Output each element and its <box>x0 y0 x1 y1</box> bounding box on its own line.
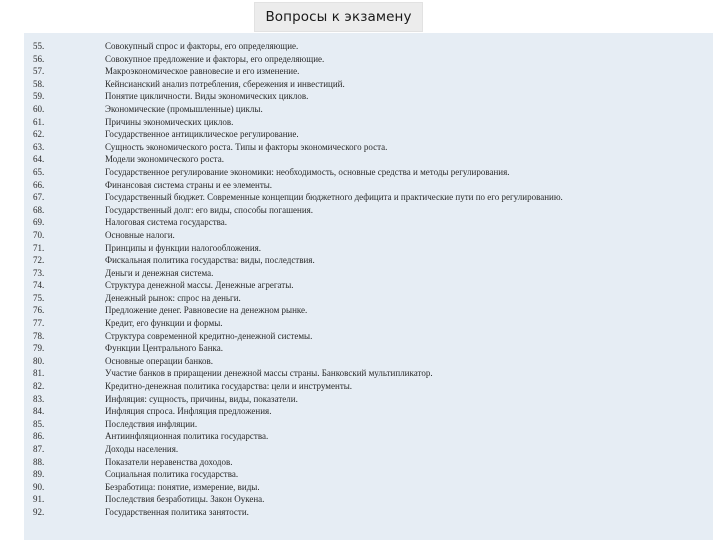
question-text: Государственный бюджет. Современные концепции бюджетного дефицита и практические пути по его регулированию. <box>105 192 563 203</box>
question-text: Последствия безработицы. Закон Оукена. <box>105 494 265 505</box>
question-number: 57. <box>33 66 45 77</box>
question-row <box>24 116 713 129</box>
question-number: 86. <box>33 431 45 442</box>
question-row <box>24 367 713 380</box>
question-text: Структура денежной массы. Денежные агрегаты. <box>105 280 294 291</box>
question-row <box>24 317 713 330</box>
question-number: 84. <box>33 406 45 417</box>
question-text: Инфляция спроса. Инфляция предложения. <box>105 406 272 417</box>
question-text: Доходы населения. <box>105 444 179 454</box>
question-number: 75. <box>33 292 45 303</box>
question-row <box>24 65 713 78</box>
question-row <box>24 443 713 456</box>
question-number: 58. <box>33 78 45 89</box>
question-row <box>24 267 713 280</box>
question-row <box>24 153 713 166</box>
question-text: Кредит, его функции и формы. <box>105 318 223 329</box>
question-text: Совокупный спрос и факторы, его определяющие. <box>105 41 299 51</box>
question-number: 76. <box>33 305 45 316</box>
question-row <box>24 506 713 519</box>
question-number: 87. <box>33 444 45 454</box>
question-number: 66. <box>33 179 45 190</box>
question-number: 64. <box>33 154 45 165</box>
question-text: Структура современной кредитно-денежной системы. <box>105 330 313 341</box>
question-number: 59. <box>33 91 45 102</box>
question-row <box>24 292 713 305</box>
question-text: Социальная политика государства. <box>105 469 239 480</box>
question-number: 77. <box>33 318 45 329</box>
question-row <box>24 128 713 141</box>
question-number: 79. <box>33 343 45 354</box>
question-text: Модели экономического роста. <box>105 154 224 165</box>
question-row <box>24 468 713 481</box>
question-row <box>24 456 713 469</box>
question-row <box>24 166 713 179</box>
question-number: 74. <box>33 280 45 291</box>
question-number: 88. <box>33 456 45 467</box>
question-text: Деньги и денежная система. <box>105 267 214 278</box>
question-row <box>24 405 713 418</box>
questions-panel <box>24 33 713 540</box>
question-row <box>24 242 713 255</box>
question-number: 72. <box>33 255 45 266</box>
question-row <box>24 330 713 343</box>
page-title: Вопросы к экзамену <box>254 2 423 32</box>
question-text: Принципы и функции налогообложения. <box>105 242 262 253</box>
question-text: Государственная политика занятости. <box>105 506 249 517</box>
question-row <box>24 393 713 406</box>
question-text: Основные налоги. <box>105 229 175 240</box>
question-number: 92. <box>33 506 45 517</box>
question-text: Основные операции банков. <box>105 355 213 366</box>
question-number: 91. <box>33 494 45 505</box>
question-text: Сущность экономического роста. Типы и факторы экономического роста. <box>105 141 388 152</box>
question-text: Финансовая система страны и ее элементы. <box>105 179 273 190</box>
question-text: Государственный долг: его виды, способы погашения. <box>105 204 314 215</box>
question-row <box>24 380 713 393</box>
question-number: 82. <box>33 381 45 392</box>
question-row <box>24 191 713 204</box>
question-number: 81. <box>33 368 45 379</box>
question-row <box>24 481 713 494</box>
question-row <box>24 355 713 368</box>
question-row <box>24 493 713 506</box>
question-text: Государственное регулирование экономики: необходимость, основные средства и методы регулирования. <box>105 166 510 177</box>
question-number: 56. <box>33 53 45 64</box>
question-text: Макроэкономическое равновесие и его изменение. <box>105 66 300 77</box>
question-text: Показатели неравенства доходов. <box>105 456 233 467</box>
question-text: Причины экономических циклов. <box>105 116 234 127</box>
question-row <box>24 53 713 66</box>
question-row <box>24 216 713 229</box>
question-number: 65. <box>33 166 45 177</box>
question-row <box>24 279 713 292</box>
question-row <box>24 304 713 317</box>
question-row <box>24 229 713 242</box>
question-text: Экономические (промышленные) циклы. <box>105 103 263 114</box>
question-number: 67. <box>33 192 45 203</box>
question-text: Кейнсианский анализ потребления, сбережения и инвестиций. <box>105 78 345 89</box>
question-text: Инфляция: сущность, причины, виды, показатели. <box>105 393 298 404</box>
question-row <box>24 78 713 91</box>
question-number: 80. <box>33 355 45 366</box>
question-number: 90. <box>33 481 45 492</box>
question-row <box>24 103 713 116</box>
question-text: Понятие цикличности. Виды экономических циклов. <box>105 91 309 102</box>
question-number: 85. <box>33 418 45 429</box>
question-text: Предложение денег. Равновесие на денежном рынке. <box>105 305 308 316</box>
question-text: Налоговая система государства. <box>105 217 228 228</box>
question-row <box>24 430 713 443</box>
question-number: 60. <box>33 103 45 114</box>
question-text: Совокупное предложение и факторы, его определяющие. <box>105 53 325 64</box>
question-number: 69. <box>33 217 45 228</box>
question-text: Безработица: понятие, измерение, виды. <box>105 481 260 492</box>
question-row <box>24 179 713 192</box>
question-text: Функции Центрального Банка. <box>105 343 224 354</box>
question-text: Кредитно-денежная политика государства: цели и инструменты. <box>105 381 353 392</box>
question-row <box>24 254 713 267</box>
question-row <box>24 204 713 217</box>
question-number: 73. <box>33 267 45 278</box>
question-text: Государственное антициклическое регулирование. <box>105 129 299 140</box>
question-number: 83. <box>33 393 45 404</box>
question-number: 63. <box>33 141 45 152</box>
question-number: 71. <box>33 242 45 253</box>
question-number: 78. <box>33 330 45 341</box>
question-text: Денежный рынок: спрос на деньги. <box>105 292 241 303</box>
question-row <box>24 141 713 154</box>
question-number: 70. <box>33 229 45 240</box>
question-row <box>24 90 713 103</box>
question-number: 62. <box>33 129 45 140</box>
question-list <box>24 40 713 519</box>
question-row <box>24 342 713 355</box>
question-text: Последствия инфляции. <box>105 418 198 429</box>
question-number: 68. <box>33 204 45 215</box>
question-number: 89. <box>33 469 45 480</box>
question-text: Участие банков в приращении денежной массы страны. Банковский мультипликатор. <box>105 368 433 379</box>
question-text: Антиинфляционная политика государства. <box>105 431 269 442</box>
question-row <box>24 418 713 431</box>
question-row <box>24 40 713 53</box>
question-text: Фискальная политика государства: виды, последствия. <box>105 255 315 266</box>
question-number: 61. <box>33 116 45 127</box>
question-number: 55. <box>33 41 45 51</box>
